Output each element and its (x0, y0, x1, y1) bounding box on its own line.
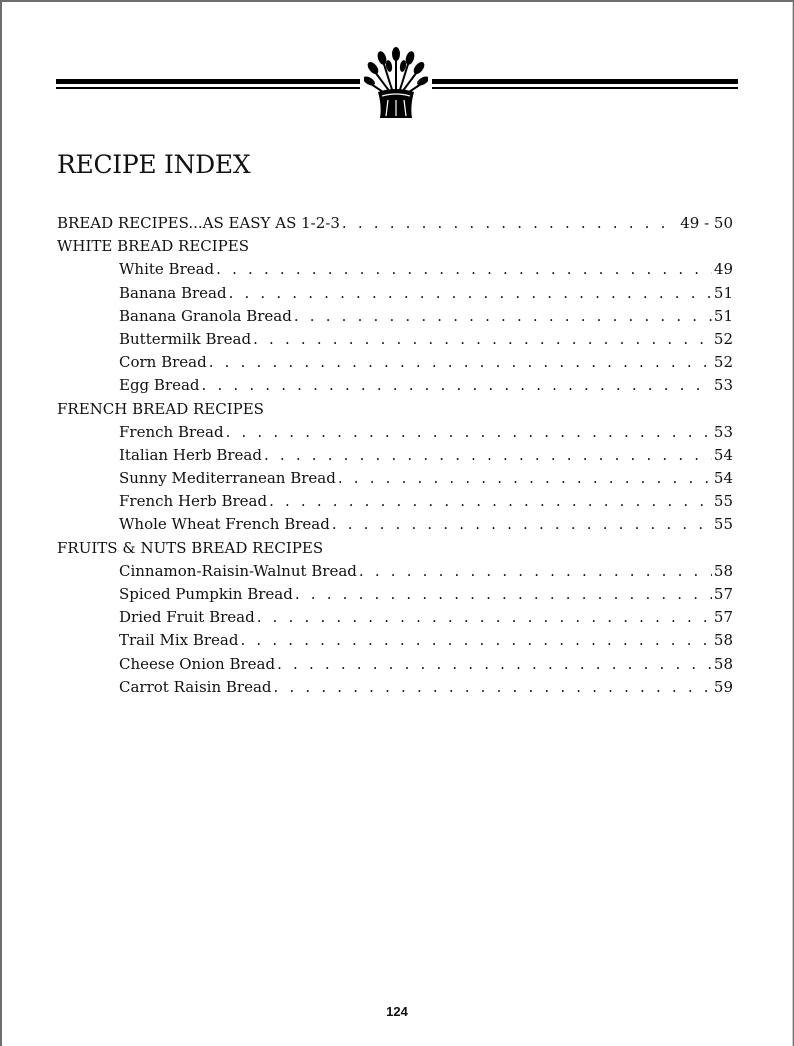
index-entry-page: 54 (713, 469, 733, 488)
dot-leader (240, 629, 711, 652)
index-entry-page: 53 (713, 422, 733, 441)
dot-leader (269, 490, 712, 513)
index-entry-page: 51 (713, 283, 733, 302)
index-section (57, 212, 733, 235)
dot-leader (342, 212, 678, 235)
index-entry (57, 653, 733, 676)
index-entry-page: 58 (713, 654, 733, 673)
index-entry-label: Carrot Raisin Bread (119, 677, 272, 696)
index-entry-label: White Bread (119, 260, 215, 279)
index-entry (57, 513, 733, 536)
index-entry (57, 676, 733, 699)
dot-leader (332, 513, 712, 536)
dot-leader (295, 583, 712, 606)
index-entry-page: 57 (713, 608, 733, 627)
dot-leader (209, 351, 712, 374)
index-entry (57, 305, 733, 328)
index-entry-page: 59 (713, 677, 733, 696)
dot-leader (277, 653, 712, 676)
dot-leader (257, 606, 712, 629)
index-entry (57, 629, 733, 652)
index-entry-label: FRENCH BREAD RECIPES (57, 399, 264, 418)
index-entry-label: Whole Wheat French Bread (119, 515, 330, 534)
index-entry-label: Cinnamon-Raisin-Walnut Bread (119, 561, 357, 580)
index-entry (57, 258, 733, 281)
index-entry (57, 351, 733, 374)
index-entry-page: 54 (713, 445, 733, 464)
dot-leader (274, 676, 712, 699)
index-entry (57, 560, 733, 583)
wheat-sheaf-icon (364, 46, 428, 120)
index-section (57, 537, 733, 560)
index-entry (57, 467, 733, 490)
index-entry (57, 282, 733, 305)
index-entry-page: 53 (713, 376, 733, 395)
index-entry-label: Dried Fruit Bread (119, 608, 255, 627)
index-entry-page: 55 (713, 515, 733, 534)
dot-leader (229, 282, 712, 305)
index-entry-page: 57 (713, 585, 733, 603)
index-entry-label: FRUITS & NUTS BREAD RECIPES (57, 538, 324, 557)
index-entry (57, 606, 733, 629)
index-entry-label: BREAD RECIPES...AS EASY AS 1-2-3 (57, 214, 340, 232)
index-entry-label: Cheese Onion Bread (119, 654, 276, 673)
index-entry-label: Egg Bread (119, 376, 200, 395)
index-entry-page: 49 (713, 260, 733, 279)
page-number: 124 (386, 1004, 408, 1019)
index-entry-label: WHITE BREAD RECIPES (57, 237, 250, 256)
index-entry-label: Italian Herb Bread (119, 445, 262, 464)
document-page (2, 2, 793, 1046)
index-entry-label: Corn Bread (119, 353, 207, 372)
index-entry (57, 421, 733, 444)
index-entry-page: 52 (713, 353, 733, 372)
dot-leader (264, 444, 712, 467)
index-entry-label: French Bread (119, 422, 224, 441)
index-entry (57, 374, 733, 397)
index-entry-page: 58 (713, 561, 733, 580)
recipe-index-list (57, 212, 733, 699)
index-entry-label: Spiced Pumpkin Bread (119, 585, 293, 603)
index-section (57, 398, 733, 421)
index-entry (57, 583, 733, 606)
index-entry-page: 49 - 50 (680, 214, 733, 232)
index-entry-page: 51 (713, 306, 733, 325)
index-entry-label: Banana Bread (119, 283, 227, 302)
dot-leader (359, 560, 712, 583)
index-entry-label: Buttermilk Bread (119, 329, 252, 348)
index-entry-label: French Herb Bread (119, 492, 268, 511)
page-title: RECIPE INDEX (57, 150, 251, 179)
dot-leader (202, 374, 712, 397)
index-entry-page: 55 (713, 492, 733, 511)
index-entry-label: Sunny Mediterranean Bread (119, 469, 336, 488)
index-section (57, 235, 733, 258)
index-entry-label: Banana Granola Bread (119, 306, 292, 325)
dot-leader (226, 421, 712, 444)
dot-leader (253, 328, 712, 351)
dot-leader (338, 467, 712, 490)
index-entry (57, 490, 733, 513)
index-entry-label: Trail Mix Bread (119, 631, 239, 650)
index-entry-page: 58 (713, 631, 733, 650)
index-entry (57, 328, 733, 351)
dot-leader (216, 258, 712, 281)
index-entry (57, 444, 733, 467)
dot-leader (294, 305, 712, 328)
index-entry-page: 52 (713, 329, 733, 348)
